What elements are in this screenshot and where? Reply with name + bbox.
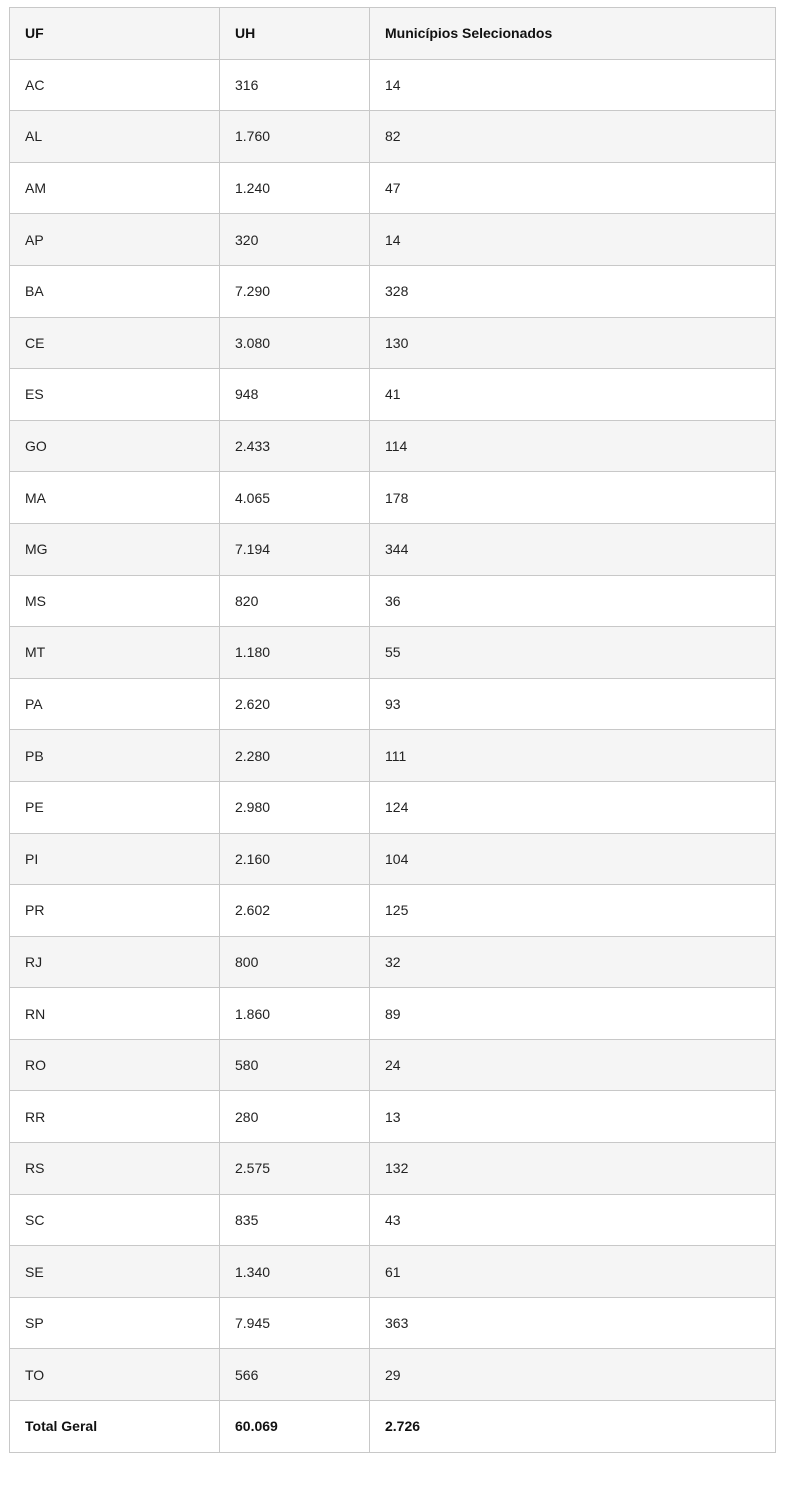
cell-uf: AC bbox=[10, 59, 220, 111]
total-municipios: 2.726 bbox=[370, 1401, 776, 1453]
table-row bbox=[10, 781, 776, 833]
cell-uf: AL bbox=[10, 111, 220, 163]
cell-uf: RJ bbox=[10, 936, 220, 988]
cell-municipios: 344 bbox=[370, 523, 776, 575]
cell-uf: RN bbox=[10, 988, 220, 1040]
cell-uh: 7.194 bbox=[220, 523, 370, 575]
total-label: Total Geral bbox=[10, 1401, 220, 1453]
cell-uh: 7.290 bbox=[220, 265, 370, 317]
cell-municipios: 130 bbox=[370, 317, 776, 369]
cell-uh: 800 bbox=[220, 936, 370, 988]
cell-uf: AP bbox=[10, 214, 220, 266]
table-row bbox=[10, 627, 776, 679]
header-municipios: Municípios Selecionados bbox=[370, 8, 776, 60]
cell-uh: 948 bbox=[220, 369, 370, 421]
uf-summary-table bbox=[9, 7, 776, 1453]
cell-uh: 3.080 bbox=[220, 317, 370, 369]
table-body bbox=[10, 59, 776, 1400]
cell-uh: 1.240 bbox=[220, 162, 370, 214]
cell-municipios: 61 bbox=[370, 1246, 776, 1298]
cell-uf: RS bbox=[10, 1143, 220, 1195]
table-row bbox=[10, 1143, 776, 1195]
cell-municipios: 124 bbox=[370, 781, 776, 833]
cell-uf: PB bbox=[10, 730, 220, 782]
cell-uf: PE bbox=[10, 781, 220, 833]
cell-municipios: 104 bbox=[370, 833, 776, 885]
cell-uf: AM bbox=[10, 162, 220, 214]
cell-uh: 320 bbox=[220, 214, 370, 266]
table-row bbox=[10, 1091, 776, 1143]
table-row bbox=[10, 1349, 776, 1401]
cell-uh: 580 bbox=[220, 1039, 370, 1091]
table-row bbox=[10, 730, 776, 782]
cell-municipios: 93 bbox=[370, 678, 776, 730]
table-row bbox=[10, 162, 776, 214]
table-row bbox=[10, 833, 776, 885]
cell-uh: 2.433 bbox=[220, 420, 370, 472]
cell-municipios: 132 bbox=[370, 1143, 776, 1195]
cell-municipios: 114 bbox=[370, 420, 776, 472]
cell-uh: 1.340 bbox=[220, 1246, 370, 1298]
table-row bbox=[10, 265, 776, 317]
cell-uf: PA bbox=[10, 678, 220, 730]
cell-uf: MT bbox=[10, 627, 220, 679]
cell-uh: 1.180 bbox=[220, 627, 370, 679]
total-uh: 60.069 bbox=[220, 1401, 370, 1453]
table-row bbox=[10, 369, 776, 421]
cell-municipios: 328 bbox=[370, 265, 776, 317]
cell-municipios: 36 bbox=[370, 575, 776, 627]
cell-municipios: 125 bbox=[370, 885, 776, 937]
cell-municipios: 14 bbox=[370, 214, 776, 266]
table-row bbox=[10, 420, 776, 472]
cell-municipios: 32 bbox=[370, 936, 776, 988]
total-row bbox=[10, 1401, 776, 1453]
cell-municipios: 89 bbox=[370, 988, 776, 1040]
cell-uh: 1.760 bbox=[220, 111, 370, 163]
cell-uh: 316 bbox=[220, 59, 370, 111]
table-row bbox=[10, 1246, 776, 1298]
cell-uf: PR bbox=[10, 885, 220, 937]
cell-municipios: 47 bbox=[370, 162, 776, 214]
cell-uf: SE bbox=[10, 1246, 220, 1298]
cell-uf: PI bbox=[10, 833, 220, 885]
table-row bbox=[10, 111, 776, 163]
cell-uh: 2.620 bbox=[220, 678, 370, 730]
header-uh: UH bbox=[220, 8, 370, 60]
table-row bbox=[10, 59, 776, 111]
cell-municipios: 111 bbox=[370, 730, 776, 782]
table-row bbox=[10, 936, 776, 988]
table-row bbox=[10, 472, 776, 524]
cell-municipios: 13 bbox=[370, 1091, 776, 1143]
cell-municipios: 55 bbox=[370, 627, 776, 679]
cell-municipios: 41 bbox=[370, 369, 776, 421]
cell-uf: SP bbox=[10, 1297, 220, 1349]
table-row bbox=[10, 885, 776, 937]
cell-municipios: 178 bbox=[370, 472, 776, 524]
table-row bbox=[10, 523, 776, 575]
cell-uf: MA bbox=[10, 472, 220, 524]
cell-uf: ES bbox=[10, 369, 220, 421]
cell-uh: 2.280 bbox=[220, 730, 370, 782]
table-row bbox=[10, 214, 776, 266]
cell-uh: 820 bbox=[220, 575, 370, 627]
cell-uf: SC bbox=[10, 1194, 220, 1246]
table-row bbox=[10, 678, 776, 730]
table-header-row bbox=[10, 8, 776, 60]
cell-municipios: 82 bbox=[370, 111, 776, 163]
cell-uh: 566 bbox=[220, 1349, 370, 1401]
cell-uf: BA bbox=[10, 265, 220, 317]
cell-municipios: 363 bbox=[370, 1297, 776, 1349]
cell-uh: 7.945 bbox=[220, 1297, 370, 1349]
cell-uf: MS bbox=[10, 575, 220, 627]
cell-uf: TO bbox=[10, 1349, 220, 1401]
cell-uh: 2.160 bbox=[220, 833, 370, 885]
table-row bbox=[10, 1297, 776, 1349]
cell-uf: MG bbox=[10, 523, 220, 575]
cell-uh: 280 bbox=[220, 1091, 370, 1143]
cell-municipios: 14 bbox=[370, 59, 776, 111]
table-row bbox=[10, 575, 776, 627]
cell-municipios: 24 bbox=[370, 1039, 776, 1091]
cell-uh: 4.065 bbox=[220, 472, 370, 524]
table-row bbox=[10, 988, 776, 1040]
table-row bbox=[10, 1039, 776, 1091]
header-uf: UF bbox=[10, 8, 220, 60]
cell-uf: RO bbox=[10, 1039, 220, 1091]
cell-municipios: 29 bbox=[370, 1349, 776, 1401]
cell-uf: CE bbox=[10, 317, 220, 369]
table-row bbox=[10, 1194, 776, 1246]
cell-uf: RR bbox=[10, 1091, 220, 1143]
cell-uh: 2.602 bbox=[220, 885, 370, 937]
cell-uh: 2.980 bbox=[220, 781, 370, 833]
table-row bbox=[10, 317, 776, 369]
cell-municipios: 43 bbox=[370, 1194, 776, 1246]
cell-uf: GO bbox=[10, 420, 220, 472]
cell-uh: 2.575 bbox=[220, 1143, 370, 1195]
cell-uh: 835 bbox=[220, 1194, 370, 1246]
cell-uh: 1.860 bbox=[220, 988, 370, 1040]
